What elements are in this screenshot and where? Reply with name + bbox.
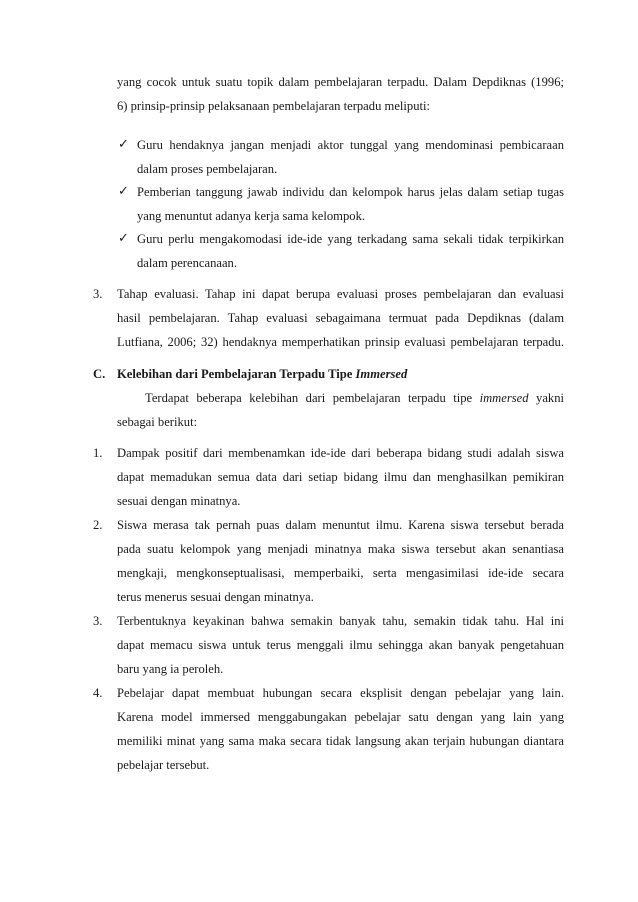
- list-item-line: Siswa merasa tak pernah puas dalam menuntut ilmu. Karena siswa tersebut berada: [117, 518, 564, 532]
- list-item-line: Pebelajar dapat membuat hubungan secara eksplisit dengan pebelajar yang lain.: [117, 686, 564, 700]
- intro-text: yakni: [536, 391, 564, 405]
- checklist-line: dalam perencanaan.: [137, 256, 237, 270]
- checkmark-icon: ✓: [118, 184, 129, 199]
- list-item-line: Terbentuknya keyakinan bahwa semakin banyak tahu, semakin tidak tahu. Hal ini: [117, 614, 564, 628]
- checkmark-icon: ✓: [118, 137, 129, 152]
- list-item-line: mengkaji, mengkonseptualisasi, memperbaiki, serta mengasimilasi ide-ide secara: [117, 566, 564, 580]
- list-item-line: Karena model immersed menggabungakan pebelajar satu dengan yang lain yang: [117, 710, 564, 724]
- section-title: Kelebihan dari Pembelajaran Terpadu Tipe: [117, 367, 353, 381]
- section-intro: [145, 390, 564, 406]
- list-item-line: terus menerus sesuai dengan minatnya.: [117, 590, 314, 604]
- section-marker: C.: [93, 367, 106, 381]
- list-item-line: pebelajar tersebut.: [117, 758, 210, 772]
- list-item-line: sesuai dengan minatnya.: [117, 494, 241, 508]
- list-item-line: dapat memacu siswa untuk terus menggali ilmu sehingga akan banyak pengetahuan: [117, 638, 564, 652]
- checkmark-icon: ✓: [118, 231, 129, 246]
- checklist-line: Pemberian tanggung jawab individu dan kelompok harus jelas dalam setiap tugas: [137, 185, 564, 199]
- paragraph-line: 6) prinsip-prinsip pelaksanaan pembelajaran terpadu meliputi:: [117, 99, 430, 113]
- list-marker: 1.: [93, 446, 103, 460]
- list-marker: 3.: [93, 287, 103, 301]
- checklist-line: Guru perlu mengakomodasi ide-ide yang terkadang sama sekali tidak terpikirkan: [137, 232, 564, 246]
- list-item-line: pada suatu kelompok yang menjadi minatnya maka siswa tersebut akan senantiasa: [117, 542, 564, 556]
- list-item-line: Tahap evaluasi. Tahap ini dapat berupa evaluasi proses pembelajaran dan evaluasi: [117, 287, 564, 301]
- intro-italic: immersed: [479, 391, 529, 405]
- checklist-line: Guru hendaknya jangan menjadi aktor tunggal yang mendominasi pembicaraan: [137, 138, 564, 152]
- section-title-italic: Immersed: [355, 367, 408, 381]
- list-item-line: memiliki minat yang sama maka secara tidak langsung akan terjain hubungan diantara: [117, 734, 564, 748]
- list-item-line: baru yang ia peroleh.: [117, 662, 224, 676]
- list-marker: 4.: [93, 686, 103, 700]
- list-item-line: Lutfiana, 2006; 32) hendaknya memperhatikan prinsip evaluasi pembelajaran terpadu.: [117, 335, 564, 349]
- list-item-line: Dampak positif dari membenamkan ide-ide dari beberapa bidang studi adalah siswa: [117, 446, 564, 460]
- intro-text: Terdapat beberapa kelebihan dari pembelajaran terpadu tipe: [145, 391, 473, 405]
- paragraph-line: yang cocok untuk suatu topik dalam pembelajaran terpadu. Dalam Depdiknas (1996;: [117, 75, 564, 89]
- list-marker: 2.: [93, 518, 103, 532]
- section-heading: [117, 366, 407, 382]
- list-marker: 3.: [93, 614, 103, 628]
- checklist-line: dalam proses pembelajaran.: [137, 162, 278, 176]
- list-item-line: hasil pembelajaran. Tahap evaluasi sebagaimana termuat pada Depdiknas (dalam: [117, 311, 564, 325]
- list-item-line: dapat memadukan semua data dari setiap bidang ilmu dan menghasilkan pemikiran: [117, 470, 564, 484]
- section-intro-line: sebagai berikut:: [117, 415, 198, 429]
- checklist-line: yang menuntut adanya kerja sama kelompok.: [137, 209, 366, 223]
